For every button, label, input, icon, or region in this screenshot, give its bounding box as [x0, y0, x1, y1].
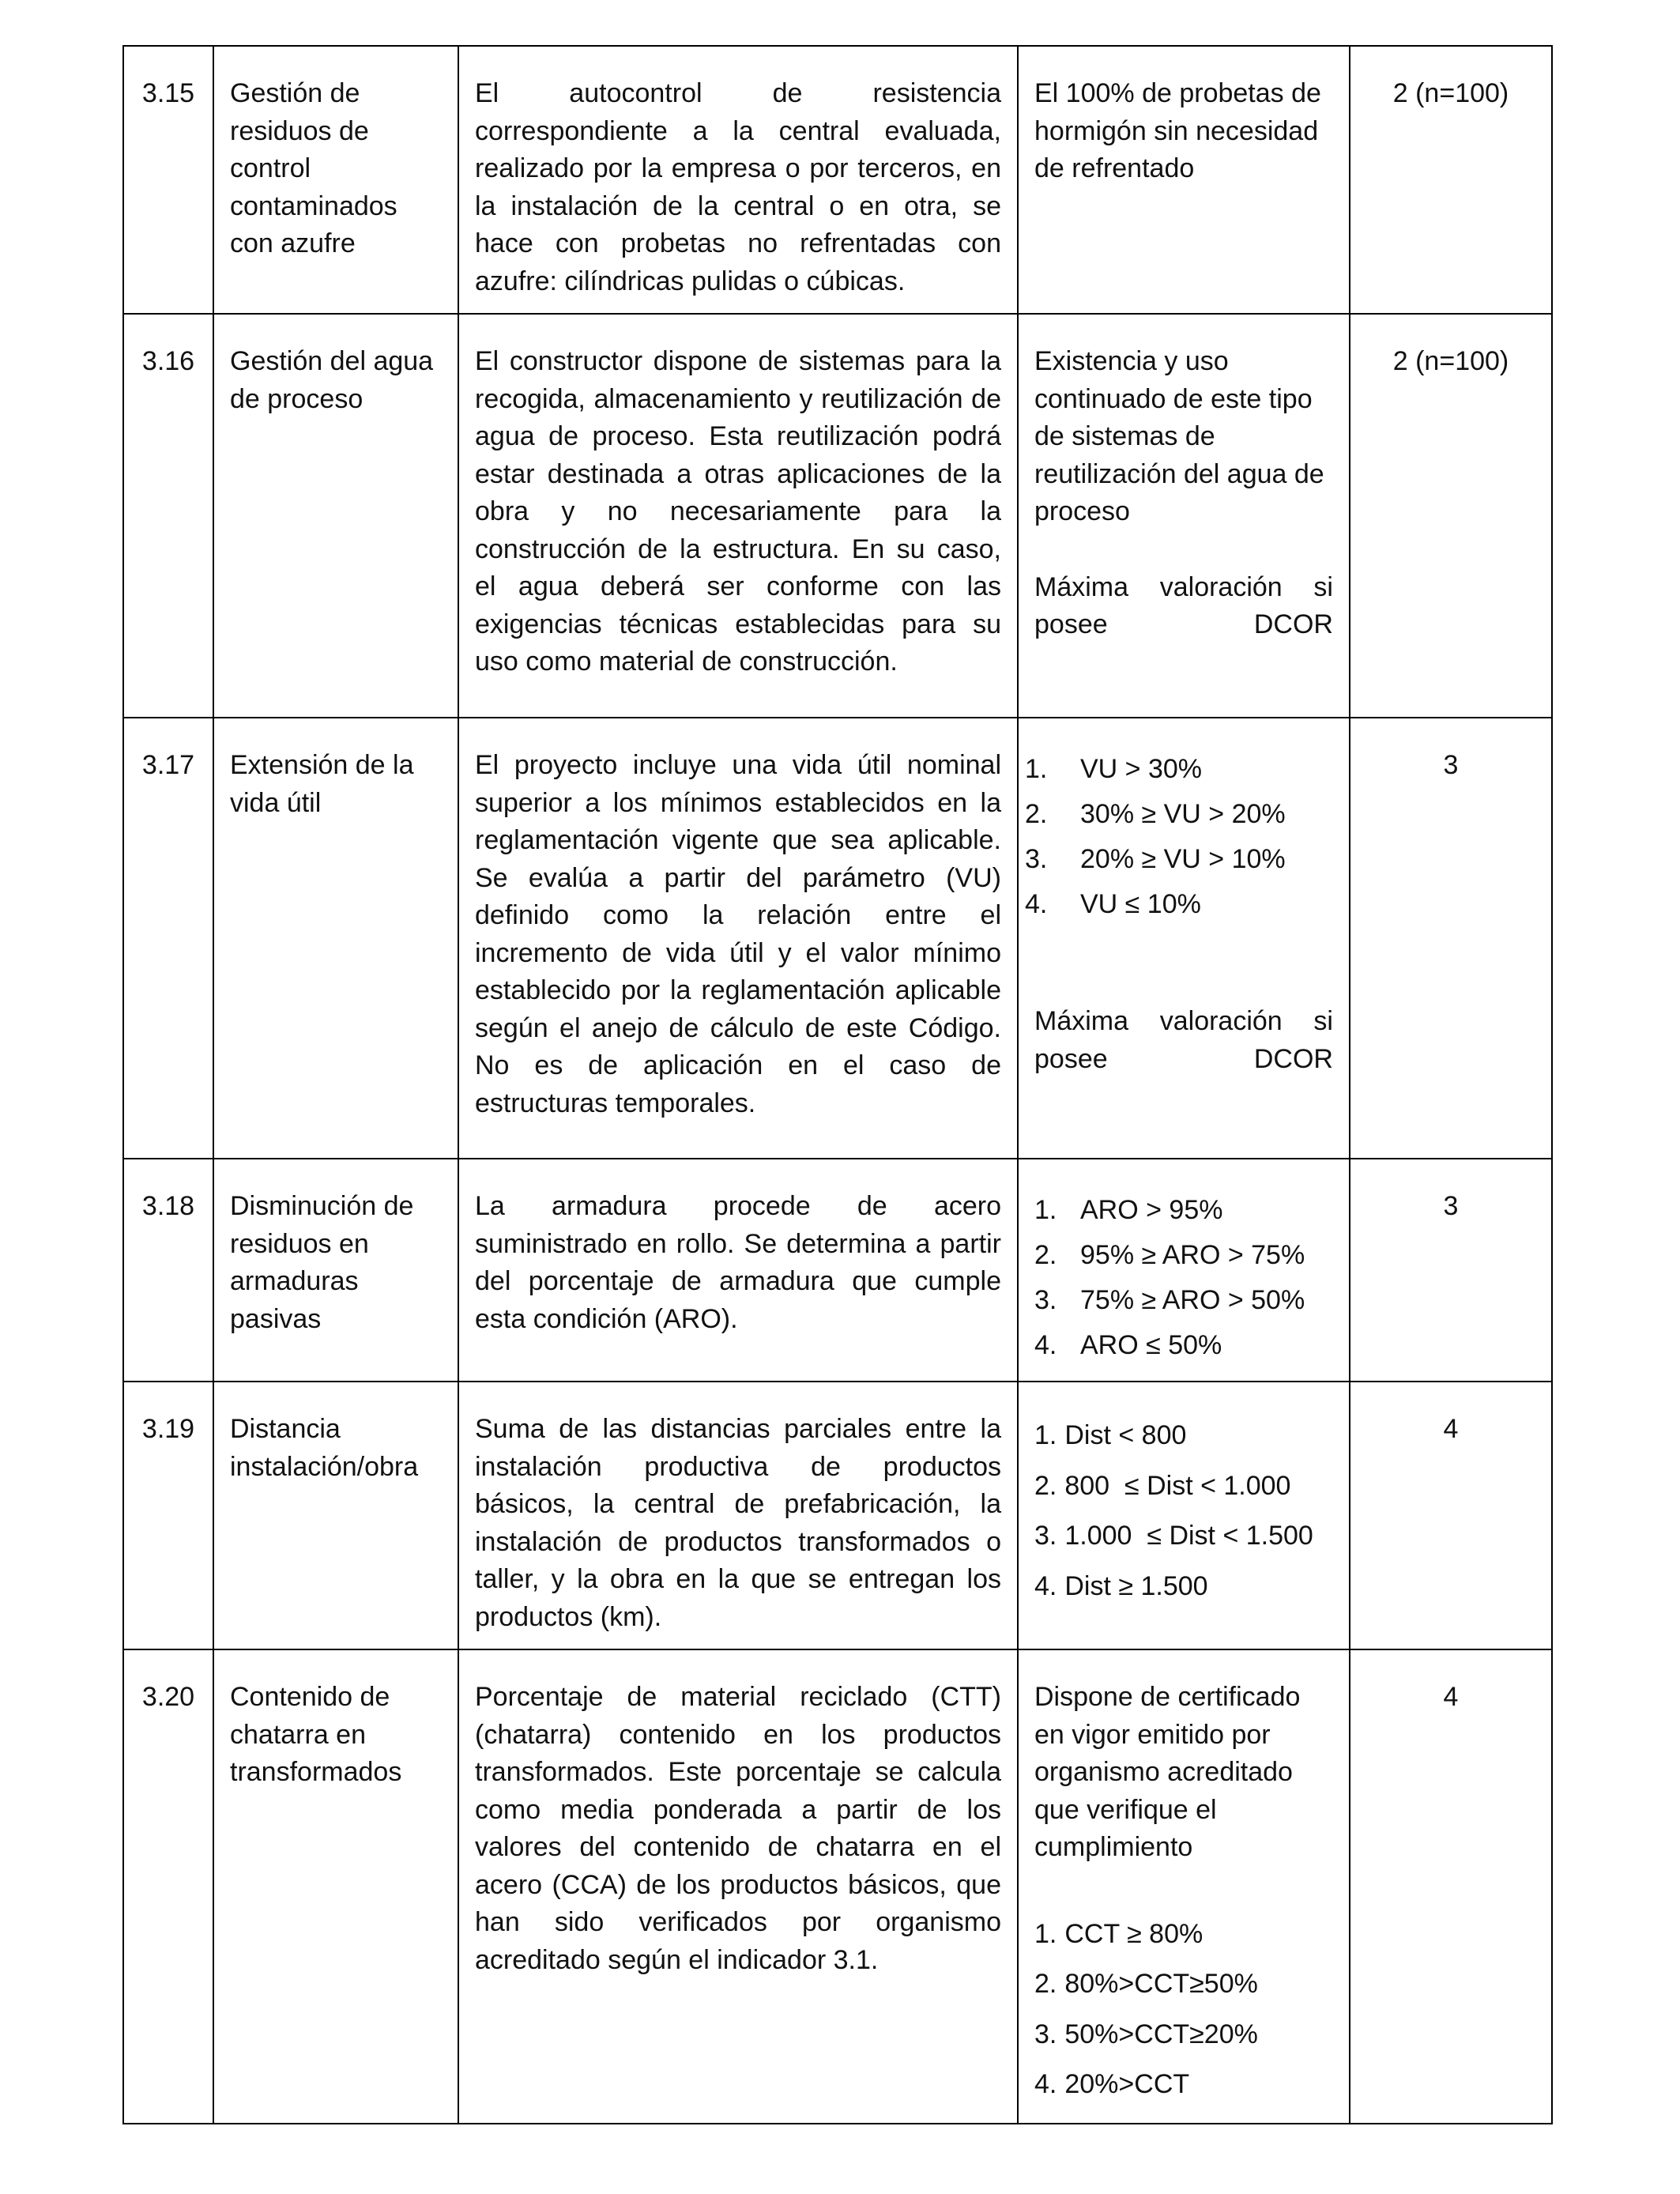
criterion-text: Dispone de certificado en vigor emitido por organismo acreditado que verifique el cumplimiento: [1034, 1682, 1301, 1862]
level-text: 95% ≥ ARO > 75%: [1080, 1240, 1305, 1270]
level-text: 50%>CCT≥20%: [1064, 2019, 1258, 2049]
level-number: 1.: [1025, 754, 1048, 784]
level-text: 80%>CCT≥50%: [1064, 1969, 1258, 1999]
level-item: [1034, 2010, 1333, 2060]
levels-list: [1034, 1411, 1333, 1612]
level-text: 1.000 ≤ Dist < 1.500: [1064, 1521, 1313, 1551]
indicator-name: Gestión del agua de proceso: [213, 314, 458, 718]
indicator-description: Porcentaje de material reciclado (CTT) (chatarra) contenido en los productos transformados. Este porcentaje se calcula como media ponderada a partir de los valores del contenido de chatarra en el acero (CCA) de los productos básicos, que han sido verificados por organismo acreditado según el indicador 3.1.: [458, 1649, 1018, 2124]
level-number: 2.: [1034, 1240, 1057, 1270]
criterion-cell: [1018, 1382, 1350, 1649]
indicator-number: 3.16: [123, 314, 213, 718]
points: 3: [1350, 1159, 1552, 1382]
indicator-number: 3.17: [123, 718, 213, 1159]
level-text: VU > 30%: [1080, 754, 1203, 784]
level-item: [1034, 1188, 1333, 1233]
level-item: [1034, 1411, 1333, 1461]
level-item: [1034, 1511, 1333, 1562]
points: 4: [1350, 1649, 1552, 2124]
points: 4: [1350, 1382, 1552, 1649]
table-row: [123, 1649, 1552, 2124]
indicator-number: 3.15: [123, 46, 213, 314]
level-text: 75% ≥ ARO > 50%: [1080, 1285, 1305, 1315]
level-number: 4.: [1034, 1330, 1057, 1360]
level-number: 4.: [1034, 1570, 1057, 1601]
level-number: 2.: [1034, 1969, 1057, 1999]
indicator-description: Suma de las distancias parciales entre la instalación productiva de productos básicos, la central de prefabricación, la instalación de productos transformados o taller, y la obra en la que se entregan los productos (km).: [458, 1382, 1018, 1649]
level-text: ARO > 95%: [1080, 1195, 1223, 1225]
criterion-cell: [1018, 46, 1350, 314]
level-item: [1034, 1909, 1333, 1960]
level-text: VU ≤ 10%: [1080, 889, 1201, 919]
level-item: [1034, 1323, 1333, 1368]
level-text: Dist < 800: [1064, 1420, 1187, 1450]
level-item: [1034, 1562, 1333, 1612]
level-text: Dist ≥ 1.500: [1064, 1570, 1208, 1601]
level-text: CCT ≥ 80%: [1064, 1918, 1203, 1949]
level-text: 30% ≥ VU > 20%: [1080, 799, 1286, 829]
level-item: [1034, 1233, 1333, 1278]
levels-list: [1034, 1909, 1333, 2110]
level-item: [1034, 1959, 1333, 2010]
points: 2 (n=100): [1350, 314, 1552, 718]
criterion-cell: [1018, 718, 1350, 1159]
level-item: [1025, 837, 1333, 882]
criterion-text: Existencia y uso continuado de este tipo de sistemas de reutilización del agua de proceso: [1034, 346, 1324, 526]
table-row: [123, 314, 1552, 718]
level-text: ARO ≤ 50%: [1080, 1330, 1222, 1360]
level-text: 20%>CCT: [1064, 2069, 1190, 2099]
criterion-cell: [1018, 1649, 1350, 2124]
criterion-text: El 100% de probetas de hormigón sin necesidad de refrentado: [1034, 78, 1321, 183]
level-item: [1025, 792, 1333, 837]
criterion-cell: [1018, 314, 1350, 718]
level-number: 3.: [1034, 2019, 1057, 2049]
table-row: [123, 1382, 1552, 1649]
level-number: 1.: [1034, 1918, 1057, 1949]
points: 2 (n=100): [1350, 46, 1552, 314]
indicator-name: Extensión de la vida útil: [213, 718, 458, 1159]
criteria-table: [122, 45, 1553, 2124]
indicator-name: Disminución de residuos en armaduras pasivas: [213, 1159, 458, 1382]
indicator-description: El autocontrol de resistencia correspondiente a la central evaluada, realizado por la empresa o por terceros, en la instalación de la central o en otra, se hace con probetas no refrentadas con azufre: cilíndricas pulidas o cúbicas.: [458, 46, 1018, 314]
levels-list: [1034, 1188, 1333, 1368]
criterion-cell: [1018, 1159, 1350, 1382]
table-row: [123, 1159, 1552, 1382]
level-number: 1.: [1034, 1195, 1057, 1225]
indicator-description: El constructor dispone de sistemas para la recogida, almacenamiento y reutilización de agua de proceso. Esta reutilización podrá estar destinada a otras aplicaciones de la obra y no necesariamente para la construcción de la estructura. En su caso, el agua deberá ser conforme con las exigencias técnicas establecidas para su uso como material de construcción.: [458, 314, 1018, 718]
level-item: [1025, 882, 1333, 927]
indicator-number: 3.20: [123, 1649, 213, 2124]
level-text: 800 ≤ Dist < 1.000: [1064, 1470, 1291, 1501]
indicator-number: 3.19: [123, 1382, 213, 1649]
table-row: [123, 46, 1552, 314]
indicator-name: Distancia instalación/obra: [213, 1382, 458, 1649]
levels-list: [1025, 747, 1333, 927]
level-number: 3.: [1034, 1285, 1057, 1315]
level-number: 3.: [1025, 844, 1048, 874]
indicator-name: Gestión de residuos de control contaminados con azufre: [213, 46, 458, 314]
level-number: 3.: [1034, 1521, 1057, 1551]
level-item: [1034, 1461, 1333, 1512]
table-row: [123, 718, 1552, 1159]
indicator-description: La armadura procede de acero suministrado en rollo. Se determina a partir del porcentaje de armadura que cumple esta condición (ARO).: [458, 1159, 1018, 1382]
level-number: 4.: [1034, 2069, 1057, 2099]
level-number: 4.: [1025, 889, 1048, 919]
indicator-number: 3.18: [123, 1159, 213, 1382]
level-number: 2.: [1034, 1470, 1057, 1501]
dcor-note: Máxima valoración si posee DCOR: [1034, 571, 1333, 639]
indicator-description: El proyecto incluye una vida útil nominal superior a los mínimos establecidos en la reglamentación vigente que sea aplicable. Se evalúa a partir del parámetro (VU) definido como la relación entre el incremento de vida útil y el valor mínimo establecido por la reglamentación aplicable según el anejo de cálculo de este Código. No es de aplicación en el caso de estructuras temporales.: [458, 718, 1018, 1159]
level-text: 20% ≥ VU > 10%: [1080, 844, 1286, 874]
dcor-note: Máxima valoración si posee DCOR: [1034, 1006, 1333, 1074]
level-item: [1025, 747, 1333, 792]
points: 3: [1350, 718, 1552, 1159]
level-item: [1034, 1278, 1333, 1323]
level-item: [1034, 2060, 1333, 2110]
indicator-name: Contenido de chatarra en transformados: [213, 1649, 458, 2124]
level-number: 1.: [1034, 1420, 1057, 1450]
level-number: 2.: [1025, 799, 1048, 829]
